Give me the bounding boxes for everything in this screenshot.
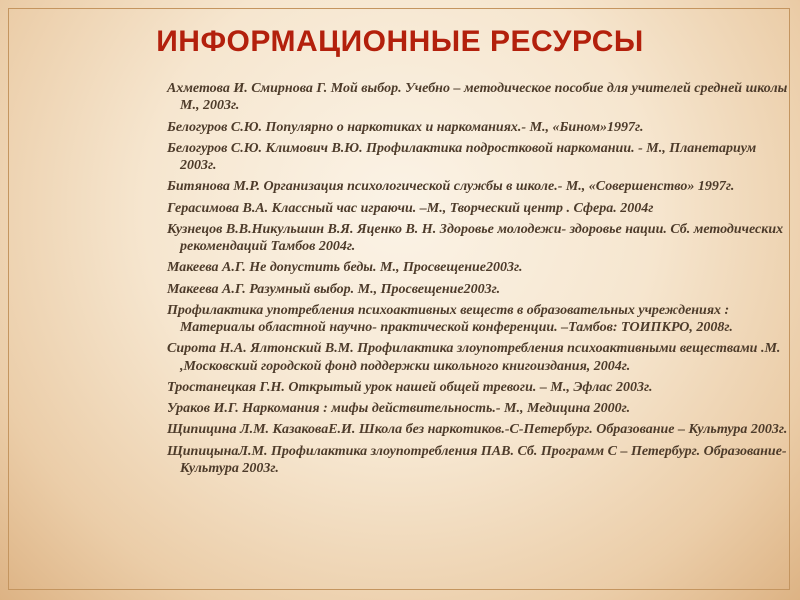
reference-item: Тростанецкая Г.Н. Открытый урок нашей общей тревоги. – М., Эфлас 2003г.: [167, 380, 653, 396]
reference-item: Макеева А.Г. Не допустить беды. М., Просвещение2003г.: [167, 260, 523, 276]
reference-item: ЩипицынаЛ.М. Профилактика злоупотребления ПАВ. Сб. Программ С – Петербург. Образование- Культура 2003г.: [167, 443, 787, 477]
reference-item: Герасимова В.А. Классный час играючи. –М., Творческий центр . Сфера. 2004г: [167, 200, 654, 216]
reference-item: Профилактика употребления психоактивных веществ в образовательных учреждениях : Материалы областной научно- практической конференции. –Тамбов: ТОИПКРО, 2008г.: [167, 302, 733, 336]
reference-item: Ахметова И. Смирнова Г. Мой выбор. Учебно – методическое пособие для учителей средней школы М., 2003г.: [167, 81, 788, 114]
slide-title: ИНФОРМАЦИОННЫЕ РЕСУРСЫ: [156, 25, 644, 58]
reference-item: Ураков И.Г. Наркомания : мифы действительность.- М., Медицина 2000г.: [167, 401, 631, 417]
reference-item: Сирота Н.А. Ялтонский В.М. Профилактика злоупотребления психоактивными веществами .М. ,Московский городской фонд поддержки школьного книгоиздания, 2004г.: [167, 341, 781, 374]
reference-item: Битянова М.Р. Организация психологической службы в школе.- М., «Совершенство» 1997г.: [167, 179, 735, 195]
reference-item: Кузнецов В.В.Никульшин В.Я. Яценко В. Н. Здоровье молодежи- здоровье нации. Сб. методических рекомендаций Тамбов 2004г.: [167, 221, 784, 255]
reference-list: [167, 80, 789, 481]
reference-item: Белогуров С.Ю. Климович В.Ю. Профилактика подростковой наркомании. - М., Планетариум 2003г.: [167, 140, 757, 174]
reference-item: Макеева А.Г. Разумный выбор. М., Просвещение2003г.: [167, 281, 501, 297]
reference-item: Щипицина Л.М. КазаковаЕ.И. Школа без наркотиков.-С-Петербург. Образование – Культура 2003г.: [167, 422, 788, 438]
reference-item: Белогуров С.Ю. Популярно о наркотиках и наркоманиях.- М., «Бином»1997г.: [167, 119, 644, 135]
